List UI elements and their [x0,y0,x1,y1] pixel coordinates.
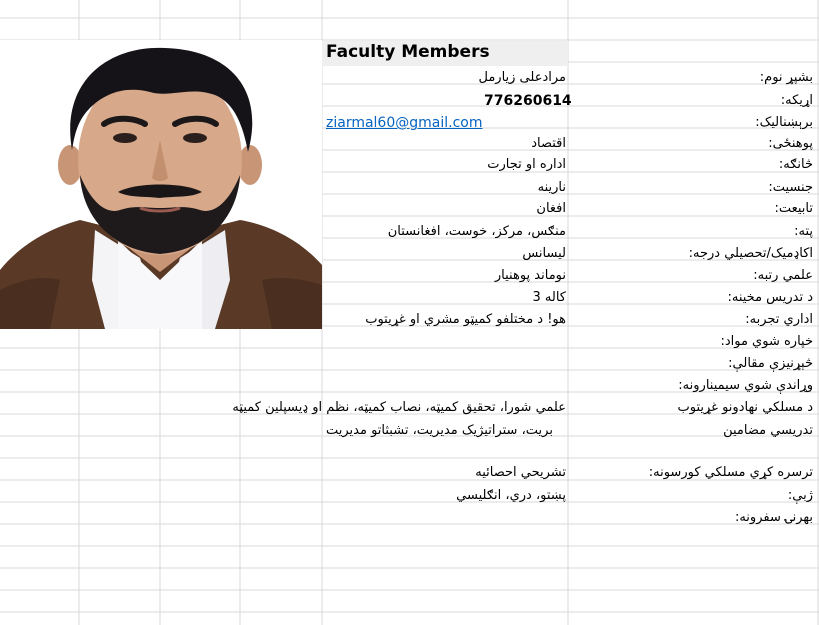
value-academic-degree[interactable]: لیسانس [522,246,566,261]
field-label[interactable]: جنسیت: [768,180,813,195]
field-label[interactable]: څېړنیزې مقالې: [728,356,813,371]
value-faculty[interactable]: اقتصاد [531,136,566,151]
value-department[interactable]: اداره او تجارت [487,157,566,172]
value-full-name[interactable]: مرادعلی زیارمل [478,70,566,85]
value-teaching-history[interactable]: کاله 3 [532,290,566,305]
field-label[interactable]: اړیکه: [780,93,813,108]
field-label[interactable]: خپاره شوي مواد: [720,334,813,349]
sheet-title[interactable]: Faculty Members [326,42,490,62]
value-teaching-subjects[interactable]: بریت، ستراتیژیک مدیریت، تشبثاتو مدیریت [326,423,553,438]
field-label[interactable]: بشپړ نوم: [759,70,813,85]
field-label[interactable]: د تدریس مخینه: [727,290,813,305]
field-label[interactable]: تدریسي مضامین [723,423,813,438]
field-label[interactable]: پته: [794,224,813,239]
value-email-link[interactable]: ziarmal60@gmail.com [326,115,483,131]
value-courses[interactable]: تشریحي احصائیه [475,465,566,480]
field-label[interactable]: ژبې: [787,488,813,503]
profile-photo [0,40,322,329]
value-phone[interactable]: 776260614 [484,93,572,109]
field-label[interactable]: بهرنۍ سفرونه: [734,510,813,525]
value-memberships[interactable]: علمي شورا، تحقیق کمیټه، نصاب کمیټه، نظم او ډیسپلین کمیټه [232,400,566,415]
value-languages[interactable]: پښتو، دري، انګلیسي [456,488,566,503]
field-label[interactable]: وړاندې شوي سیمینارونه: [678,378,813,393]
value-address[interactable]: منګس، مرکز، خوست، افغانستان [387,224,566,239]
field-label[interactable]: ترسره کړي مسلکي کورسونه: [648,465,813,480]
field-label[interactable]: اداري تجربه: [745,312,813,327]
value-gender[interactable]: نارینه [537,180,566,195]
field-label[interactable]: څانګه: [778,157,813,172]
value-admin-experience[interactable]: هو! د مختلفو کمیټو مشري او غړیتوب [365,312,566,327]
field-label[interactable]: علمي رتبه: [753,268,813,283]
field-label[interactable]: اکاډمیک/تحصیلي درجه: [688,246,813,261]
field-label[interactable]: پوهنځی: [768,136,813,151]
field-label[interactable]: د مسلکي نهادونو غړیتوب [677,400,813,415]
value-nationality[interactable]: افغان [536,201,566,216]
field-label[interactable]: تابیعت: [774,201,813,216]
value-academic-rank[interactable]: نوماند پوهنیار [494,268,566,283]
field-label[interactable]: برېښنالیک: [755,115,813,130]
